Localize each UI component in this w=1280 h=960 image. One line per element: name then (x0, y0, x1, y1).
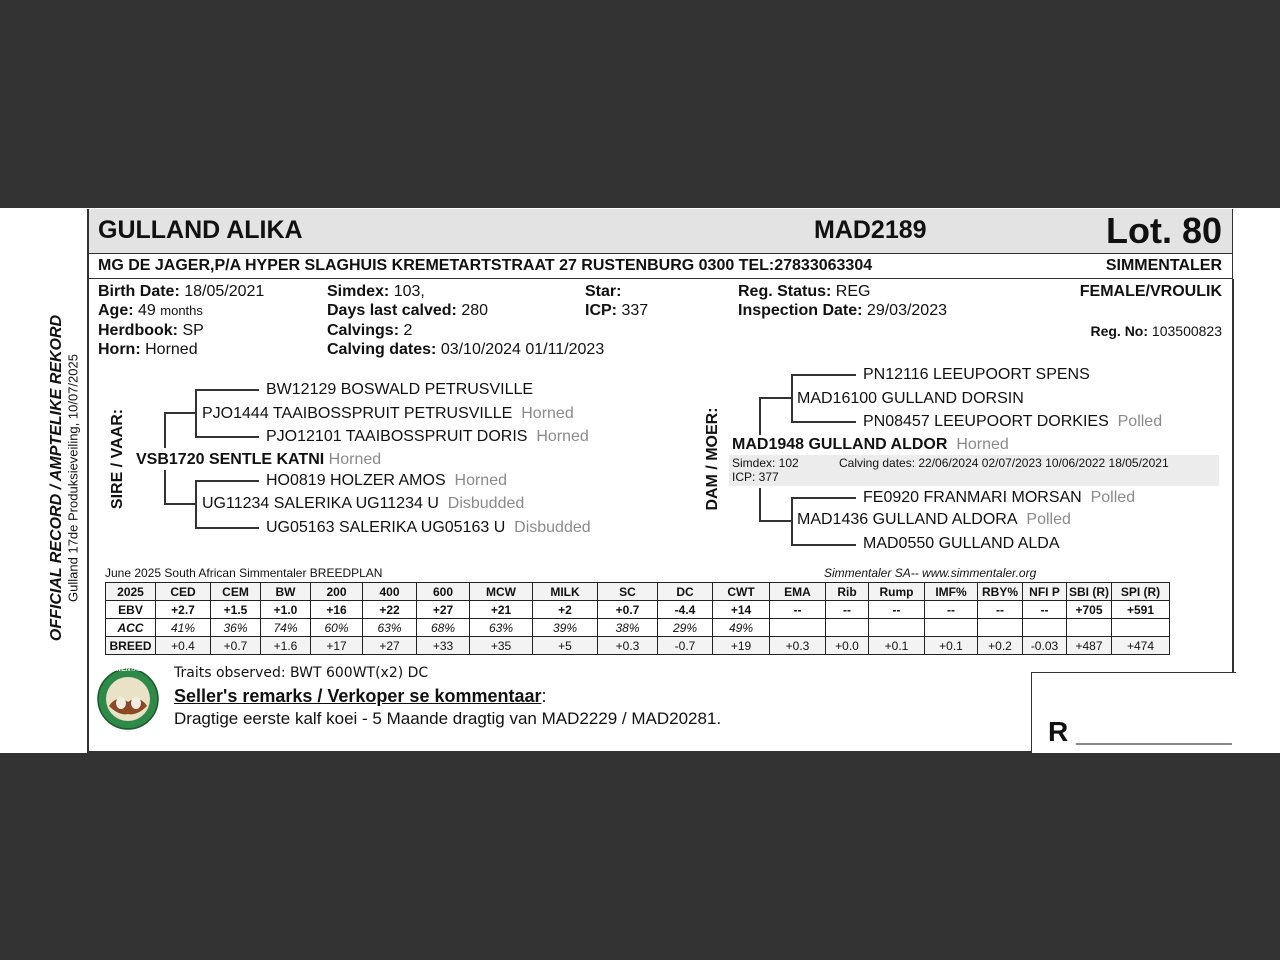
line (759, 397, 792, 399)
left-border (87, 209, 89, 753)
table-cell: NFI P (1023, 583, 1067, 601)
table-cell: 600 (417, 583, 470, 601)
table-cell: -0.03 (1023, 637, 1067, 655)
table-cell: +474 (1112, 637, 1170, 655)
reg-status: Reg. Status: REG (738, 283, 871, 300)
table-cell: 74% (261, 619, 311, 637)
line (791, 497, 793, 545)
bottom-border (87, 751, 1033, 753)
table-cell: -- (869, 601, 925, 619)
table-cell: +0.3 (598, 637, 658, 655)
horn-status: Horn: Horned (98, 341, 198, 358)
line (195, 480, 259, 482)
table-cell: +0.0 (826, 637, 869, 655)
herdbook: Herdbook: SP (98, 322, 204, 339)
dam-calving-dates: Calving dates: 22/06/2024 02/07/2023 10/06/2022 18/05/2021 (839, 456, 1169, 470)
table-cell: EMA (770, 583, 826, 601)
dam-sire: MAD16100 GULLAND DORSIN (797, 390, 1024, 407)
table-cell: +2.7 (156, 601, 211, 619)
table-cell: +705 (1067, 601, 1112, 619)
table-cell: SPI (R) (1112, 583, 1170, 601)
table-cell: +35 (470, 637, 533, 655)
sex: FEMALE/VROULIK (1079, 283, 1222, 300)
calving-dates: Calving dates: 03/10/2024 01/11/2023 (327, 341, 605, 358)
animal-name: GULLAND ALIKA (98, 216, 303, 244)
line (164, 503, 196, 505)
table-cell: 38% (598, 619, 658, 637)
line (759, 488, 761, 521)
line (164, 412, 166, 448)
remarks-text: Dragtige eerste kalf koei - 5 Maande dragtig van MAD2229 / MAD20281. (174, 709, 722, 728)
table-cell: +5 (533, 637, 598, 655)
dam-dam-dam: MAD0550 GULLAND ALDA (863, 535, 1060, 552)
logo-text: SIMMENTALER (106, 667, 150, 673)
dam-dam: MAD1436 GULLAND ALDORA Polled (797, 511, 1071, 528)
line (164, 412, 196, 414)
age: Age: 49 months (98, 302, 203, 319)
breed-name: SIMMENTALER (1105, 257, 1222, 274)
table-cell: 400 (363, 583, 417, 601)
line (195, 480, 197, 528)
line (759, 397, 761, 435)
table-cell: MILK (533, 583, 598, 601)
sire-dam: UG11234 SALERIKA UG11234 U Disbudded (202, 495, 525, 512)
table-cell: BREED (106, 637, 156, 655)
table-cell: +1.5 (211, 601, 261, 619)
line (791, 421, 856, 423)
line (195, 436, 259, 438)
days-last-calved: Days last calved: 280 (327, 302, 489, 319)
table-cell: CED (156, 583, 211, 601)
line (164, 470, 166, 504)
table-cell: +0.2 (978, 637, 1023, 655)
table-cell: +0.1 (925, 637, 978, 655)
table-cell: 60% (311, 619, 363, 637)
breedplan-website: Simmentaler SA-- www.simmentaler.org (824, 566, 1037, 580)
table-cell: 63% (363, 619, 417, 637)
table-cell (978, 619, 1023, 637)
table-cell: SC (598, 583, 658, 601)
calvings: Calvings: 2 (327, 322, 413, 339)
table-cell: +19 (713, 637, 770, 655)
table-cell: 41% (156, 619, 211, 637)
traits-observed: Traits observed: BWT 600WT(x2) DC (174, 665, 429, 681)
table-cell: +27 (417, 601, 470, 619)
ebv-row (106, 601, 1170, 619)
table-cell (869, 619, 925, 637)
dam-sire-sire: PN12116 LEEUPOORT SPENS (863, 366, 1090, 383)
line (791, 544, 856, 546)
table-cell (770, 619, 826, 637)
dam-icp: ICP: 377 (732, 470, 779, 484)
table-cell: +21 (470, 601, 533, 619)
price-field[interactable]: R __________ (1048, 716, 1232, 747)
table-cell: -- (1023, 601, 1067, 619)
sire-sire: PJO1444 TAAIBOSSPRUIT PETRUSVILLE Horned (202, 405, 574, 422)
reg-number: Reg. No: 103500823 (1090, 323, 1222, 339)
inspection-date: Inspection Date: 29/03/2023 (738, 302, 947, 319)
simmentaler-logo (97, 668, 159, 730)
table-cell: DC (658, 583, 713, 601)
table-cell: 68% (417, 619, 470, 637)
line (759, 520, 792, 522)
table-cell: MCW (470, 583, 533, 601)
ebv-header-row (106, 583, 1170, 601)
table-cell: +591 (1112, 601, 1170, 619)
table-cell: +22 (363, 601, 417, 619)
table-cell (826, 619, 869, 637)
table-cell (925, 619, 978, 637)
dam-sire-dam: PN08457 LEEUPOORT DORKIES Polled (863, 413, 1163, 430)
acc-row (106, 619, 1170, 637)
table-cell (1023, 619, 1067, 637)
table-cell: Rib (826, 583, 869, 601)
table-cell (1112, 619, 1170, 637)
dam-simdex: Simdex: 102 (732, 456, 799, 470)
table-cell: -- (925, 601, 978, 619)
table-cell: 29% (658, 619, 713, 637)
table-cell: 39% (533, 619, 598, 637)
table-cell: -- (826, 601, 869, 619)
table-cell: 63% (470, 619, 533, 637)
table-cell: +27 (363, 637, 417, 655)
table-cell: -- (978, 601, 1023, 619)
table-cell: +1.0 (261, 601, 311, 619)
line (195, 389, 259, 391)
table-cell: ACC (106, 619, 156, 637)
table-cell: +14 (713, 601, 770, 619)
sire-sire-sire: BW12129 BOSWALD PETRUSVILLE (266, 381, 534, 398)
table-cell: -0.7 (658, 637, 713, 655)
table-cell: +33 (417, 637, 470, 655)
right-border (1232, 279, 1234, 673)
simdex: Simdex: 103, (327, 283, 425, 300)
table-cell: 200 (311, 583, 363, 601)
ebv-table (105, 582, 1170, 655)
table-cell: +2 (533, 601, 598, 619)
table-cell: +17 (311, 637, 363, 655)
table-cell: IMF% (925, 583, 978, 601)
dam-name: MAD1948 GULLAND ALDOR Horned (732, 436, 1009, 453)
table-cell: +0.1 (869, 637, 925, 655)
table-cell: 36% (211, 619, 261, 637)
sire-dam-sire: HO0819 HOLZER AMOS Horned (266, 472, 507, 489)
breed-avg-row (106, 637, 1170, 655)
table-cell: CEM (211, 583, 261, 601)
table-cell: -- (770, 601, 826, 619)
table-cell: -4.4 (658, 601, 713, 619)
sire-sire-dam: PJO12101 TAAIBOSSPRUIT DORIS Horned (266, 428, 589, 445)
birth-date: Birth Date: 18/05/2021 (98, 283, 265, 300)
table-cell: 2025 (106, 583, 156, 601)
table-cell: SBI (R) (1067, 583, 1112, 601)
lot-number: Lot. 80 (1105, 210, 1222, 251)
owner-address: MG DE JAGER,P/A HYPER SLAGHUIS KREMETARTSTRAAT 27 RUSTENBURG 0300 TEL:27833063304 (98, 257, 873, 274)
breedplan-caption: June 2025 South African Simmentaler BREEDPLAN (105, 566, 383, 580)
table-cell: RBY% (978, 583, 1023, 601)
table-cell: +16 (311, 601, 363, 619)
animal-id: MAD2189 (814, 216, 927, 244)
table-cell: +0.4 (156, 637, 211, 655)
table-cell: CWT (713, 583, 770, 601)
table-cell (1067, 619, 1112, 637)
line (791, 374, 856, 376)
table-cell: BW (261, 583, 311, 601)
table-cell: Rump (869, 583, 925, 601)
sire-dam-dam: UG05163 SALERIKA UG05163 U Disbudded (266, 519, 591, 536)
line (195, 527, 259, 529)
remarks-title: Seller's remarks / Verkoper se kommentaar: (174, 686, 547, 706)
table-cell: +0.7 (211, 637, 261, 655)
sire-name: VSB1720 SENTLE KATNI Horned (136, 451, 382, 468)
table-cell: +0.3 (770, 637, 826, 655)
table-cell: EBV (106, 601, 156, 619)
star-label: Star: (585, 283, 622, 300)
table-cell: 49% (713, 619, 770, 637)
icp: ICP: 337 (585, 302, 649, 319)
line (791, 497, 856, 499)
dam-dam-sire: FE0920 FRANMARI MORSAN Polled (863, 489, 1136, 506)
table-cell: +1.6 (261, 637, 311, 655)
table-cell: +487 (1067, 637, 1112, 655)
table-cell: +0.7 (598, 601, 658, 619)
